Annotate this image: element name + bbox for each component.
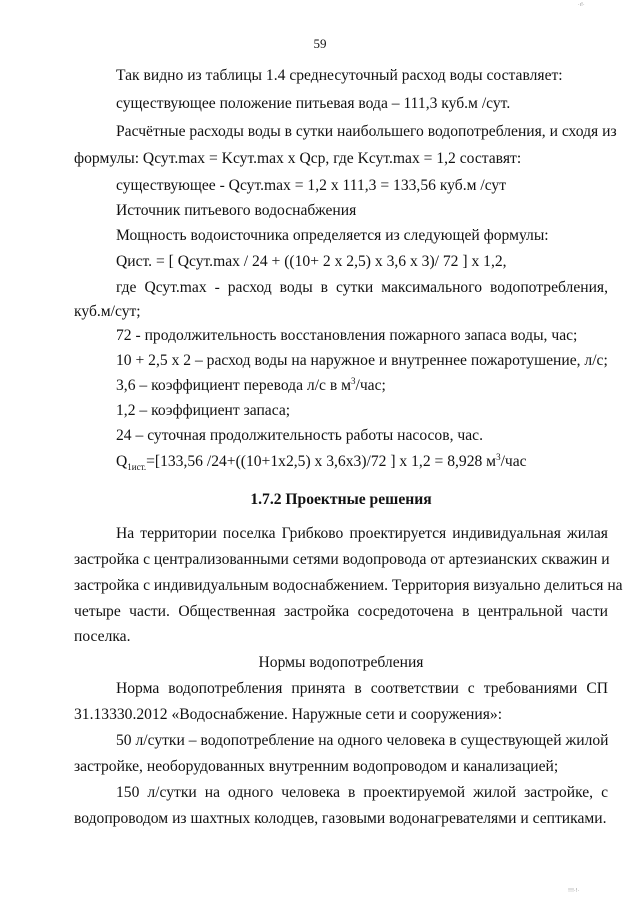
text-line: 1,2 – коэффициент запаса; xyxy=(116,402,291,419)
text-line: застройка с индивидуальным водоснабжением. Территория визуально делиться на xyxy=(74,577,623,594)
text-line: Источник питьевого водоснабжения xyxy=(116,202,357,219)
text-line: поселка. xyxy=(74,628,131,645)
text-line: существующее - Qсут.max = 1,2 x 111,3 = 133,56 куб.м /сут xyxy=(116,177,507,194)
text-line: где Qсут.max - расход воды в сутки максимального водопотребления, xyxy=(116,279,608,296)
text-line: застройке, необорудованных внутренним водопроводом и канализацией; xyxy=(74,758,559,775)
text-span: 3,6 – коэффициент перевода л/с в м xyxy=(116,377,351,394)
formula-line xyxy=(116,450,608,474)
text-line: 150 л/сутки на одного человека в проектируемой жилой застройке, с xyxy=(116,784,608,801)
scan-mark-bottom: !!!·!· xyxy=(568,888,580,894)
scan-mark-top: ·ı!· xyxy=(578,2,585,8)
text-line: существующее положение питьевая вода – 111,3 куб.м /сут. xyxy=(116,95,511,112)
text-line: 72 - продолжительность восстановления пожарного запаса воды, час; xyxy=(116,327,578,344)
text-line: четыре части. Общественная застройка сосредоточена в центральной части xyxy=(74,603,608,620)
superscript: 3 xyxy=(496,451,501,462)
text-line: На территории поселка Грибково проектируется индивидуальная жилая xyxy=(116,525,608,542)
superscript: 3 xyxy=(351,375,356,386)
text-line: куб.м/сут; xyxy=(74,303,141,320)
text-line: застройка с централизованными сетями водопровода от артезианских скважин и xyxy=(74,551,610,568)
text-line: Так видно из таблицы 1.4 среднесуточный расход воды составляет: xyxy=(116,67,563,84)
text-line xyxy=(116,374,608,398)
text-line: Норма водопотребления принята в соответствии с требованиями СП xyxy=(116,680,608,697)
subscript: 1ист. xyxy=(127,462,147,473)
section-heading: 1.7.2 Проектные решения xyxy=(250,491,432,508)
text-line: 31.13330.2012 «Водоснабжение. Наружные сети и сооружения»: xyxy=(74,706,503,723)
text-line: 24 – суточная продолжительность работы насосов, час. xyxy=(116,427,483,444)
text-span: Q xyxy=(116,453,128,470)
text-span: /час; xyxy=(355,377,386,394)
page-number: 59 xyxy=(313,36,327,51)
formula-line: Qист. = [ Qсут.max / 24 + ((10+ 2 x 2,5) x 3,6 x 3)/ 72 ] x 1,2, xyxy=(116,253,507,270)
subheading: Нормы водопотребления xyxy=(258,654,424,671)
text-span: /час xyxy=(500,453,527,470)
text-line: формулы: Qсут.max = Kсут.max x Qср, где Kсут.max = 1,2 составят: xyxy=(74,150,522,167)
text-line: 50 л/сутки – водопотребление на одного человека в существующей жилой xyxy=(116,732,609,749)
text-line: Расчётные расходы воды в сутки наибольшего водопотребления, и сходя из xyxy=(116,123,617,140)
text-line: водопроводом из шахтных колодцев, газовыми водонагревателями и септиками. xyxy=(74,810,607,827)
text-span: =[133,56 /24+((10+1x2,5) x 3,6x3)/72 ] x 1,2 = 8,928 м xyxy=(146,453,497,470)
text-line: Мощность водоисточника определяется из следующей формулы: xyxy=(116,227,549,244)
text-line: 10 + 2,5 x 2 – расход воды на наружное и внутреннее пожаротушение, л/с; xyxy=(116,352,608,369)
